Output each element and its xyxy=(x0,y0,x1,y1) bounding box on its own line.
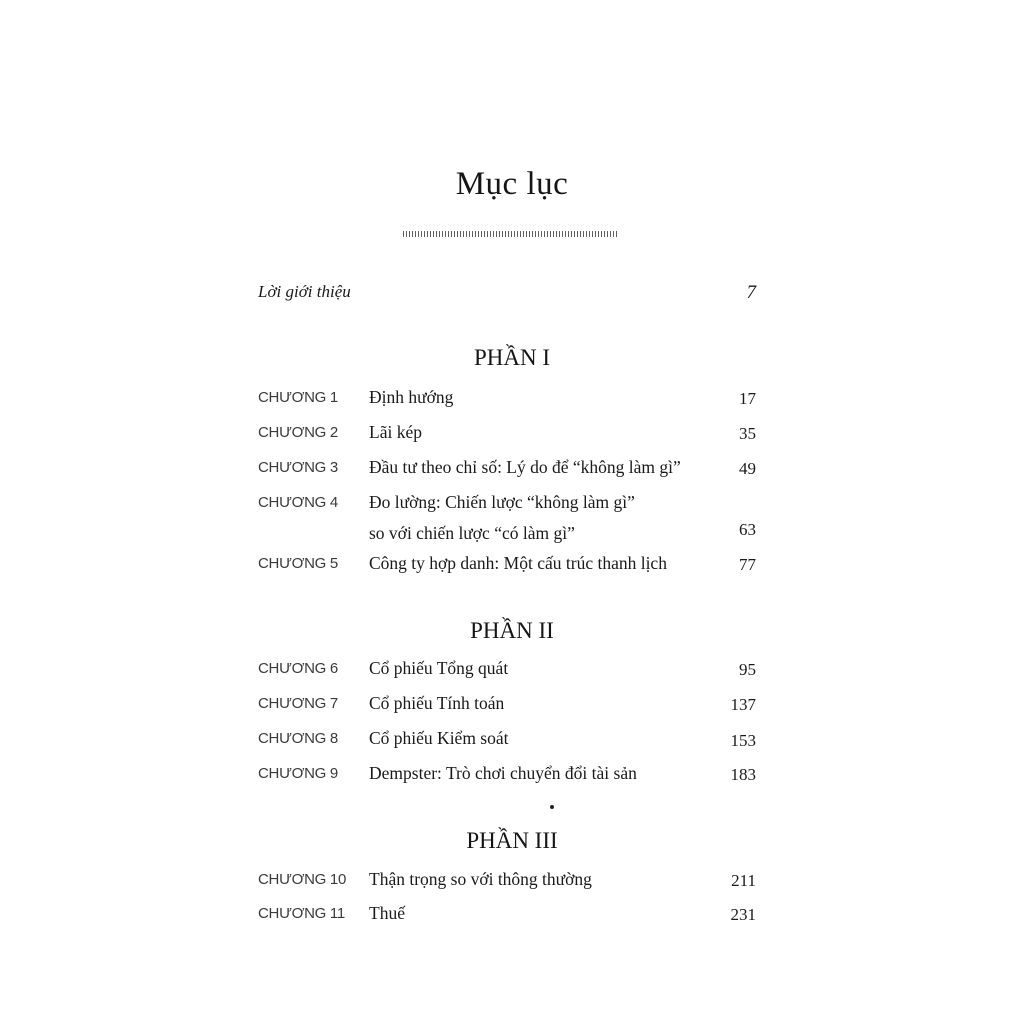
chapter-page-number: 231 xyxy=(730,905,756,924)
chapter-title: Đầu tư theo chỉ số: Lý do để “không làm gì” xyxy=(369,457,681,477)
chapter-title: Dempster: Trò chơi chuyển đổi tài sản xyxy=(369,763,637,783)
chapter-title: Cổ phiếu Tính toán xyxy=(369,693,505,713)
chapter-page-number: 153 xyxy=(730,731,756,750)
part-2-heading: PHẦN II xyxy=(470,618,554,643)
chapter-title-line-2: so với chiến lược “có làm gì” xyxy=(369,523,575,543)
chapter-title-line-1: Đo lường: Chiến lược “không làm gì” xyxy=(369,492,635,512)
chapter-title: Công ty hợp danh: Một cấu trúc thanh lịch xyxy=(369,553,667,573)
chapter-number: CHƯƠNG 8 xyxy=(258,730,338,747)
chapter-number: CHƯƠNG 2 xyxy=(258,424,338,441)
chapter-page-number: 63 xyxy=(739,520,756,539)
chapter-page-number: 35 xyxy=(739,424,756,443)
stray-dot xyxy=(550,805,554,809)
chapter-number: CHƯƠNG 6 xyxy=(258,660,338,677)
chapter-title: Cổ phiếu Kiểm soát xyxy=(369,728,509,748)
chapter-page-number: 183 xyxy=(730,765,756,784)
chapter-number: CHƯƠNG 4 xyxy=(258,494,338,511)
chapter-page-number: 49 xyxy=(739,459,756,478)
chapter-title: Thận trọng so với thông thường xyxy=(369,869,592,889)
chapter-number: CHƯƠNG 9 xyxy=(258,765,338,782)
chapter-number: CHƯƠNG 1 xyxy=(258,389,338,406)
chapter-title: Thuế xyxy=(369,903,405,923)
chapter-number: CHƯƠNG 10 xyxy=(258,871,346,888)
part-3-heading: PHẦN III xyxy=(466,828,558,853)
chapter-number: CHƯƠNG 5 xyxy=(258,555,338,572)
chapter-title xyxy=(369,487,635,549)
chapter-title: Định hướng xyxy=(369,387,454,407)
chapter-number: CHƯƠNG 7 xyxy=(258,695,338,712)
chapter-page-number: 17 xyxy=(739,389,756,408)
title-divider xyxy=(403,231,619,237)
chapter-title: Cổ phiếu Tổng quát xyxy=(369,658,509,678)
chapter-page-number: 77 xyxy=(739,555,756,574)
chapter-number: CHƯƠNG 11 xyxy=(258,905,345,922)
chapter-page-number: 137 xyxy=(730,695,756,714)
intro-page-number: 7 xyxy=(746,282,756,303)
chapter-page-number: 95 xyxy=(739,660,756,679)
chapter-page-number: 211 xyxy=(731,871,756,890)
part-1-heading: PHẦN I xyxy=(473,345,551,370)
intro-label: Lời giới thiệu xyxy=(258,282,351,301)
page-title: Mục lục xyxy=(455,166,569,202)
chapter-title: Lãi kép xyxy=(369,422,422,442)
chapter-number: CHƯƠNG 3 xyxy=(258,459,338,476)
